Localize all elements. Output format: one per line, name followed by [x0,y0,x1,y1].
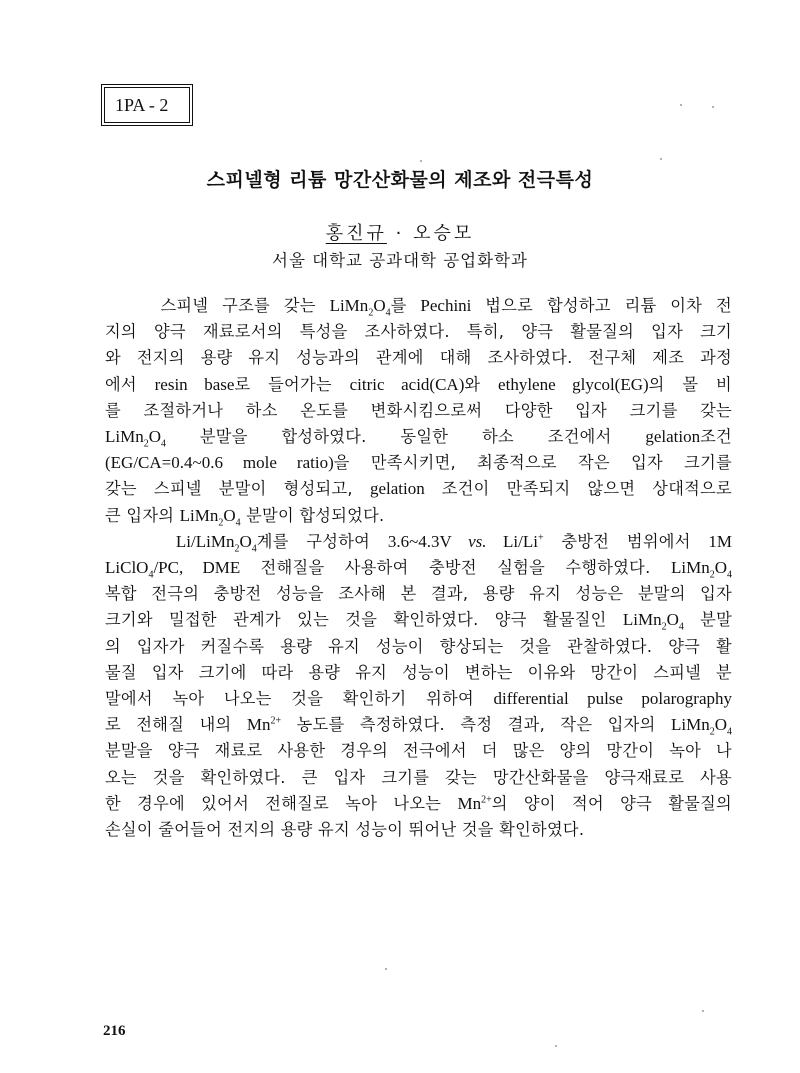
author-separator: · [386,223,414,244]
abstract-paragraph-1: 스피넬 구조를 갖는 $LiMn_2O_4$를 Pechini 법으로 합성하고 리튬 이차 전 지의 양극 재료로서의 특성을 조사하였다. 특히, 양극 활물질의 입자 크기 와 전지의 용량 유지 성능과의 관계에 대해 조사하였다. 전구체 제조 과정 에서 resin base로 들어가는 citric acid(CA)와 ethylene glycol(EG)의 몰 비 를 조절하거나 하소 온도를 변화시킴으로써 다양한 입자 크기를 갖는 $LiMn_2O_4$ 분말을 합성하였다. 동일한 하소 조건에서 gelation조건 (EG/CA=0.4~0.6 mole ratio)을 만족시키면, 최종적으로 작은 입자 크기를 갖는 스피넬 분말이 형성되고, gelation 조건이 만족되지 않으면 상대적으로 큰 입자의 $LiMn_2O_4$ 분말이 합성되었다. [105,296,732,529]
scan-speck [385,968,387,970]
abstract-body [105,293,732,843]
scan-speck [680,104,682,106]
scan-speck [555,1045,557,1047]
author-line [0,219,800,245]
paper-title: 스피넬형 리튬 망간산화물의 제조와 전극특성 [206,169,594,191]
scan-speck [420,160,422,162]
abstract-paragraph-2: $Li/LiMn_2O_4$계를 구성하여 3.6~4.3V vs. Li/Li+ 충방전 범위에서 1M LiClO$_4$/PC, DME 전해질을 사용하여 충방전 실험을 수행하였다. $LiMn_2O_4$ 복합 전극의 충방전 성능을 조사해 본 결과, 용량 유지 성능은 분말의 입자 크기와 밀접한 관계가 있는 것을 확인하였다. 양극 활물질인 $LiMn_2O_4$ 분말 의 입자가 커질수록 용량 유지 성능이 향상되는 것을 관찰하였다. 양극 활 물질 입자 크기에 따라 용량 유지 성능이 변하는 이유와 망간이 스피넬 분 말에서 녹아 나오는 것을 확인하기 위하여 differential pulse polarography 로 전해질 내의 $Mn^{2+}$ 농도를 측정하였다. 측정 결과, 작은 입자의 $LiMn_2O_4$ 분말을 양극 재료로 사용한 경우의 전극에서 더 많은 양의 망간이 녹아 나 오는 것을 확인하였다. 큰 입자 크기를 갖는 망간산화물을 양극재료로 사용 한 경우에 있어서 전해질로 녹아 나오는 $Mn^{2+}$의 양이 적어 양극 활물질의 손실이 줄어들어 전지의 용량 유지 성능이 뛰어난 것을 확인하였다. [105,531,733,840]
session-code-box: 1PA - 2 [104,87,190,123]
page-number: 216 [103,1023,126,1039]
coauthor-name: 오승모 [413,223,475,244]
affiliation: 서울 대학교 공과대학 공업화학과 [272,251,528,270]
scan-speck [702,1010,704,1012]
scan-speck [660,158,662,160]
presenter-name: 홍진규 [325,223,387,244]
scan-speck [712,106,714,108]
